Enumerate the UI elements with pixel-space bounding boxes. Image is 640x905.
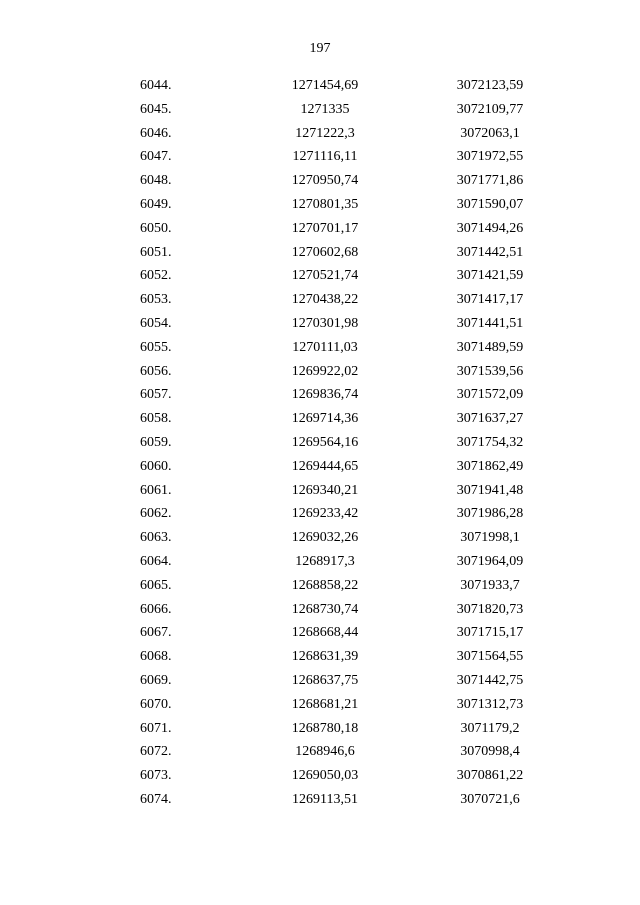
table-row [0,217,640,241]
table-row [0,98,640,122]
x-coordinate: 1269836,74 [291,387,359,403]
y-coordinate: 3070721,6 [460,791,520,807]
table-row [0,550,640,574]
point-number: 6059. [140,434,172,450]
x-coordinate: 1270602,68 [291,244,359,260]
y-coordinate: 3071572,09 [456,387,524,403]
x-coordinate: 1271335 [300,101,350,117]
x-coordinate: 1270950,74 [291,173,359,189]
point-number: 6066. [140,601,172,617]
y-coordinate: 3071417,17 [456,292,524,308]
point-number: 6072. [140,744,172,760]
point-number: 6064. [140,553,172,569]
y-coordinate: 3071312,73 [456,696,524,712]
x-coordinate: 1268681,21 [291,696,359,712]
point-number: 6063. [140,530,172,546]
x-coordinate: 1269444,65 [291,458,359,474]
point-number: 6054. [140,315,172,331]
point-number: 6049. [140,196,172,212]
table-row [0,693,640,717]
y-coordinate: 3071933,7 [460,577,520,593]
x-coordinate: 1269050,03 [291,768,359,784]
table-row [0,360,640,384]
x-coordinate: 1269340,21 [291,482,359,498]
y-coordinate: 3071564,55 [456,649,524,665]
y-coordinate: 3071441,51 [456,315,524,331]
y-coordinate: 3071972,55 [456,149,524,165]
y-coordinate: 3071442,51 [456,244,524,260]
x-coordinate: 1268917,3 [295,553,355,569]
point-number: 6055. [140,339,172,355]
x-coordinate: 1268631,39 [291,649,359,665]
table-row [0,145,640,169]
x-coordinate: 1271222,3 [295,125,355,141]
point-number: 6070. [140,696,172,712]
table-row [0,455,640,479]
x-coordinate: 1270801,35 [291,196,359,212]
x-coordinate: 1269922,02 [291,363,359,379]
table-row [0,621,640,645]
point-number: 6061. [140,482,172,498]
y-coordinate: 3071715,17 [456,625,524,641]
table-row [0,74,640,98]
y-coordinate: 3072063,1 [460,125,520,141]
y-coordinate: 3071941,48 [456,482,524,498]
x-coordinate: 1268858,22 [291,577,359,593]
y-coordinate: 3071590,07 [456,196,524,212]
point-number: 6065. [140,577,172,593]
point-number: 6060. [140,458,172,474]
table-row [0,241,640,265]
y-coordinate: 3070998,4 [460,744,520,760]
y-coordinate: 3071771,86 [456,173,524,189]
table-row [0,574,640,598]
x-coordinate: 1269564,16 [291,434,359,450]
table-row [0,645,640,669]
y-coordinate: 3071754,32 [456,434,524,450]
table-row [0,122,640,146]
point-number: 6051. [140,244,172,260]
table-row [0,264,640,288]
y-coordinate: 3071539,56 [456,363,524,379]
point-number: 6067. [140,625,172,641]
table-row [0,669,640,693]
point-number: 6052. [140,268,172,284]
x-coordinate: 1269714,36 [291,411,359,427]
y-coordinate: 3071421,59 [456,268,524,284]
table-row [0,479,640,503]
point-number: 6057. [140,387,172,403]
x-coordinate: 1268668,44 [291,625,359,641]
point-number: 6069. [140,672,172,688]
y-coordinate: 3070861,22 [456,768,524,784]
x-coordinate: 1268946,6 [295,744,355,760]
x-coordinate: 1270521,74 [291,268,359,284]
x-coordinate: 1269113,51 [292,791,358,807]
table-row [0,717,640,741]
y-coordinate: 3071179,2 [460,720,520,736]
table-row [0,383,640,407]
table-row [0,288,640,312]
x-coordinate: 1270301,98 [291,315,359,331]
table-row [0,764,640,788]
table-row [0,740,640,764]
point-number: 6074. [140,791,172,807]
x-coordinate: 1270111,03 [292,339,358,355]
point-number: 6047. [140,149,172,165]
point-number: 6050. [140,220,172,236]
point-number: 6048. [140,173,172,189]
x-coordinate: 1271116,11 [292,149,358,165]
table-row [0,431,640,455]
table-row [0,788,640,812]
y-coordinate: 3071964,09 [456,553,524,569]
point-number: 6045. [140,101,172,117]
point-number: 6071. [140,720,172,736]
x-coordinate: 1268730,74 [291,601,359,617]
y-coordinate: 3071489,59 [456,339,524,355]
coordinate-table [0,74,640,812]
table-row [0,502,640,526]
point-number: 6046. [140,125,172,141]
y-coordinate: 3072123,59 [456,78,524,93]
point-number: 6056. [140,363,172,379]
y-coordinate: 3071637,27 [456,411,524,427]
x-coordinate: 1268637,75 [291,672,359,688]
y-coordinate: 3071442,75 [456,672,524,688]
y-coordinate: 3071998,1 [460,530,520,546]
y-coordinate: 3072109,77 [456,101,524,117]
table-row [0,336,640,360]
table-row [0,407,640,431]
x-coordinate: 1269032,26 [291,530,359,546]
point-number: 6058. [140,411,172,427]
y-coordinate: 3071986,28 [456,506,524,522]
table-row [0,193,640,217]
x-coordinate: 1270701,17 [291,220,359,236]
y-coordinate: 3071820,73 [456,601,524,617]
table-row [0,526,640,550]
x-coordinate: 1268780,18 [291,720,359,736]
x-coordinate: 1271454,69 [291,78,359,93]
x-coordinate: 1269233,42 [291,506,359,522]
page-number: 197 [309,41,331,56]
point-number: 6053. [140,292,172,308]
table-row [0,312,640,336]
table-row [0,598,640,622]
point-number: 6073. [140,768,172,784]
y-coordinate: 3071494,26 [456,220,524,236]
y-coordinate: 3071862,49 [456,458,524,474]
point-number: 6044. [140,78,172,93]
point-number: 6062. [140,506,172,522]
x-coordinate: 1270438,22 [291,292,359,308]
table-row [0,169,640,193]
point-number: 6068. [140,649,172,665]
